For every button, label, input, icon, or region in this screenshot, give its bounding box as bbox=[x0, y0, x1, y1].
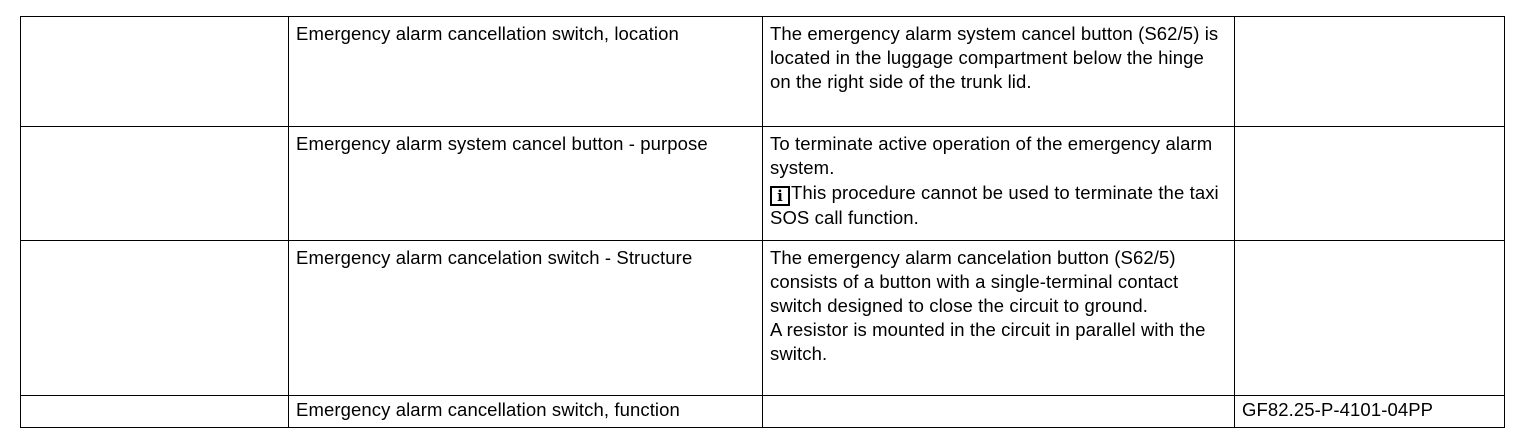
info-icon: i bbox=[770, 186, 790, 206]
empty-cell bbox=[21, 127, 289, 241]
table-row bbox=[21, 396, 1505, 428]
topic-description bbox=[763, 17, 1235, 127]
topic-title: Emergency alarm cancellation switch, location bbox=[289, 17, 763, 127]
description-paragraph: A resistor is mounted in the circuit in parallel with the switch. bbox=[770, 319, 1206, 364]
description-paragraph: To terminate active operation of the emergency alarm system. bbox=[770, 133, 1213, 178]
topic-description bbox=[763, 396, 1235, 428]
description-paragraph: The emergency alarm cancelation button (S62/5) consists of a button with a single-terminal contact switch designed to close the circuit to ground. bbox=[770, 247, 1179, 316]
empty-cell bbox=[21, 241, 289, 396]
info-note bbox=[770, 181, 1229, 230]
reference-cell bbox=[1235, 17, 1505, 127]
topic-description bbox=[763, 241, 1235, 396]
table-row bbox=[21, 17, 1505, 127]
topic-description bbox=[763, 127, 1235, 241]
reference-cell bbox=[1235, 241, 1505, 396]
topic-title: Emergency alarm system cancel button - purpose bbox=[289, 127, 763, 241]
empty-cell bbox=[21, 17, 289, 127]
topic-title: Emergency alarm cancellation switch, function bbox=[289, 396, 763, 428]
table-row bbox=[21, 127, 1505, 241]
empty-cell bbox=[21, 396, 289, 428]
document-table bbox=[20, 16, 1505, 428]
description-paragraph: The emergency alarm system cancel button (S62/5) is located in the luggage compartment below the hinge on the right side of the trunk lid. bbox=[770, 23, 1219, 92]
reference-link[interactable]: GF82.25-P-4101-04PP bbox=[1235, 396, 1505, 428]
topic-title: Emergency alarm cancelation switch - Structure bbox=[289, 241, 763, 396]
reference-cell bbox=[1235, 127, 1505, 241]
info-note-text: This procedure cannot be used to terminate the taxi SOS call function. bbox=[770, 182, 1219, 228]
table-row bbox=[21, 241, 1505, 396]
